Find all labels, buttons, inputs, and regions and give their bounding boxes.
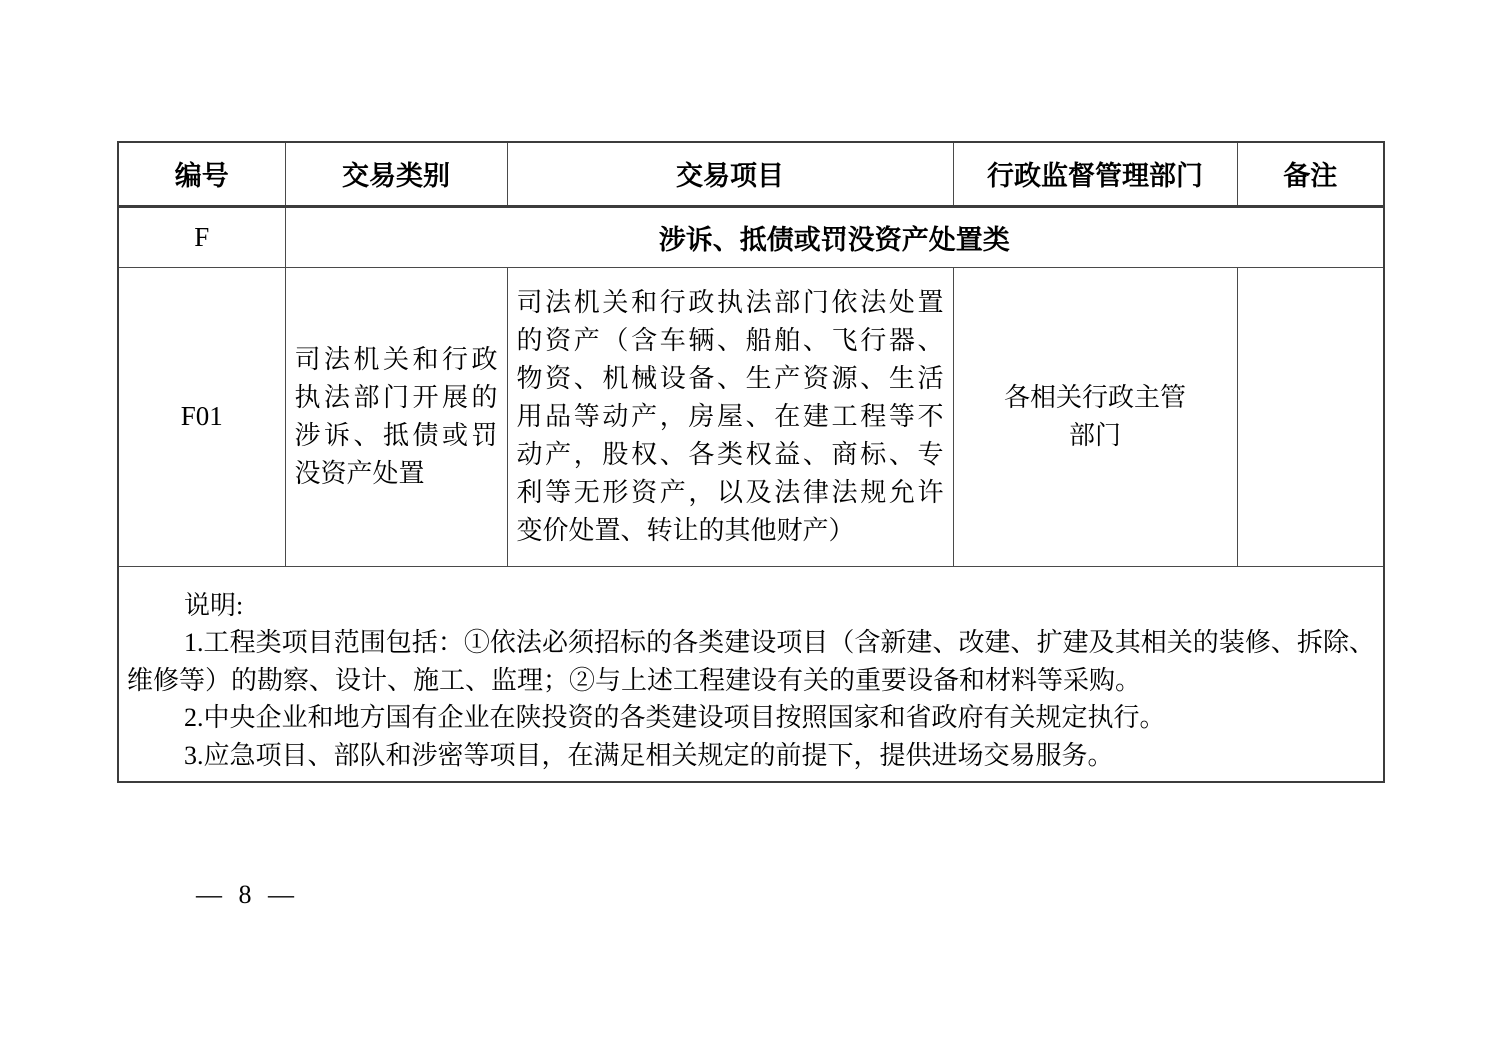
note-item-2: 2.中央企业和地方国有企业在陕投资的各类建设项目按照国家和省政府有关规定执行。 [184, 703, 1166, 732]
item-project-text [507, 267, 953, 566]
item-department-text [953, 267, 1237, 566]
category-label: 涉诉、抵债或罚没资产处置类 [285, 206, 1384, 267]
text-line: 没资产处置 [294, 458, 425, 488]
header-project: 交易项目 [507, 142, 953, 206]
page-number: — 8 — [196, 880, 299, 909]
notes-title: 说明: [184, 590, 244, 620]
notes-cell [118, 566, 1384, 782]
item-remark-cell [1237, 267, 1384, 566]
table-header-row [118, 142, 1384, 206]
text-line: 动产，股权、各类权益、商标、专 [516, 439, 944, 469]
notes-row [118, 566, 1384, 782]
text-line: 各相关行政主管 [1003, 382, 1186, 412]
text-line: 利等无形资产，以及法律法规允许 [516, 477, 944, 507]
note-item-1: 1.工程类项目范围包括：①依法必须招标的各类建设项目（含新建、改建、扩建及其相关的装修、拆除、维修等）的勘察、设计、施工、监理；②与上述工程建设有关的重要设备和材料等采购。 [127, 628, 1375, 695]
text-line: 的资产（含车辆、船舶、飞行器、 [516, 325, 944, 355]
text-line: 部门 [1068, 420, 1121, 450]
text-line: 涉诉、抵债或罚 [294, 420, 498, 450]
text-line: 执法部门开展的 [294, 382, 498, 412]
header-remarks: 备注 [1237, 142, 1384, 206]
text-line: 司法机关和行政 [294, 344, 498, 374]
text-line: 司法机关和行政执法部门依法处置 [516, 287, 944, 317]
header-supervising-department: 行政监督管理部门 [953, 142, 1237, 206]
note-item-3: 3.应急项目、部队和涉密等项目，在满足相关规定的前提下，提供进场交易服务。 [184, 740, 1114, 770]
category-row-F [118, 206, 1384, 267]
item-category-text [285, 267, 507, 566]
transaction-catalog-table [117, 141, 1385, 783]
header-category: 交易类别 [285, 142, 507, 206]
text-line: 用品等动产，房屋、在建工程等不 [516, 401, 944, 431]
text-line: 变价处置、转让的其他财产） [516, 515, 855, 545]
category-code: F [118, 206, 285, 267]
item-row-F01 [118, 267, 1384, 566]
item-code: F01 [118, 267, 285, 566]
header-code: 编号 [118, 142, 285, 206]
text-line: 物资、机械设备、生产资源、生活 [516, 363, 944, 393]
